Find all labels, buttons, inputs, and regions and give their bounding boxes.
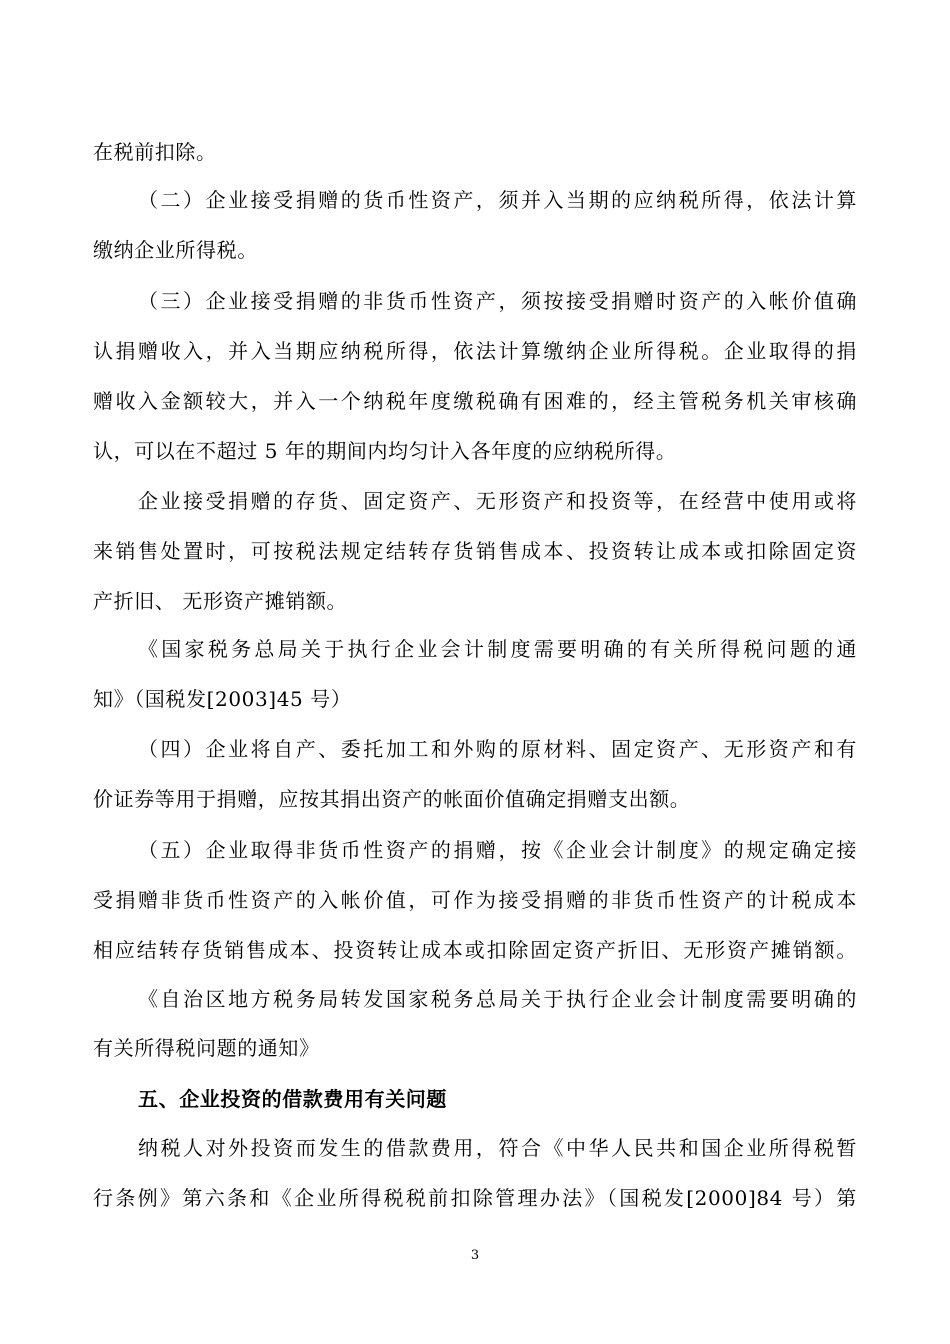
section-heading: 五、企业投资的借款费用有关问题: [138, 1087, 447, 1111]
paragraph-line: 认捐赠收入，并入当期应纳税所得，依法计算缴纳企业所得税。企业取得的捐: [93, 339, 857, 363]
citation-line: 《自治区地方税务局转发国家税务总局关于执行企业会计制度需要明确的: [138, 987, 857, 1011]
paragraph-line: 纳税人对外投资而发生的借款费用，符合《中华人民共和国企业所得税暂: [138, 1136, 857, 1160]
citation-line: 《国家税务总局关于执行企业会计制度需要明确的有关所得税问题的通: [138, 637, 857, 661]
paragraph-line: 企业接受捐赠的存货、固定资产、无形资产和投资等，在经营中使用或将: [138, 489, 857, 513]
paragraph-line: 价证券等用于捐赠，应按其捐出资产的帐面价值确定捐赠支出额。: [93, 787, 691, 811]
paragraph-line: 相应结转存货销售成本、投资转让成本或扣除固定资产折旧、无形资产摊销额。: [93, 938, 857, 962]
page-number: 3: [470, 1248, 480, 1263]
paragraph-line: （三）企业接受捐赠的非货币性资产，须按接受捐赠时资产的入帐价值确: [138, 289, 857, 313]
paragraph-line: 产折旧、 无形资产摊销额。: [93, 589, 348, 613]
paragraph-line: 赠收入金额较大，并入一个纳税年度缴税确有困难的，经主管税务机关审核确: [93, 389, 857, 413]
paragraph-line: 受捐赠非货币性资产的入帐价值，可作为接受捐赠的非货币性资产的计税成本: [93, 888, 857, 912]
paragraph-line: （二）企业接受捐赠的货币性资产，须并入当期的应纳税所得，依法计算: [138, 188, 857, 212]
paragraph-line: （五）企业取得非货币性资产的捐赠，按《企业会计制度》的规定确定接: [138, 838, 857, 862]
citation-line: 知》（国税发[2003]45 号）: [93, 687, 352, 711]
paragraph-line: 来销售处置时，可按税法规定结转存货销售成本、投资转让成本或扣除固定资: [93, 539, 857, 563]
paragraph-line: 在税前扣除。: [93, 140, 217, 164]
paragraph-line: （四）企业将自产、委托加工和外购的原材料、固定资产、无形资产和有: [138, 737, 857, 761]
paragraph-line: 认，可以在不超过 5 年的期间内均匀计入各年度的应纳税所得。: [93, 439, 677, 463]
paragraph-line: 行条例》第六条和《企业所得税税前扣除管理办法》（国税发[2000]84 号）第: [93, 1186, 857, 1210]
citation-line: 有关所得税问题的通知》: [93, 1036, 320, 1060]
paragraph-line: 缴纳企业所得税。: [93, 238, 258, 262]
